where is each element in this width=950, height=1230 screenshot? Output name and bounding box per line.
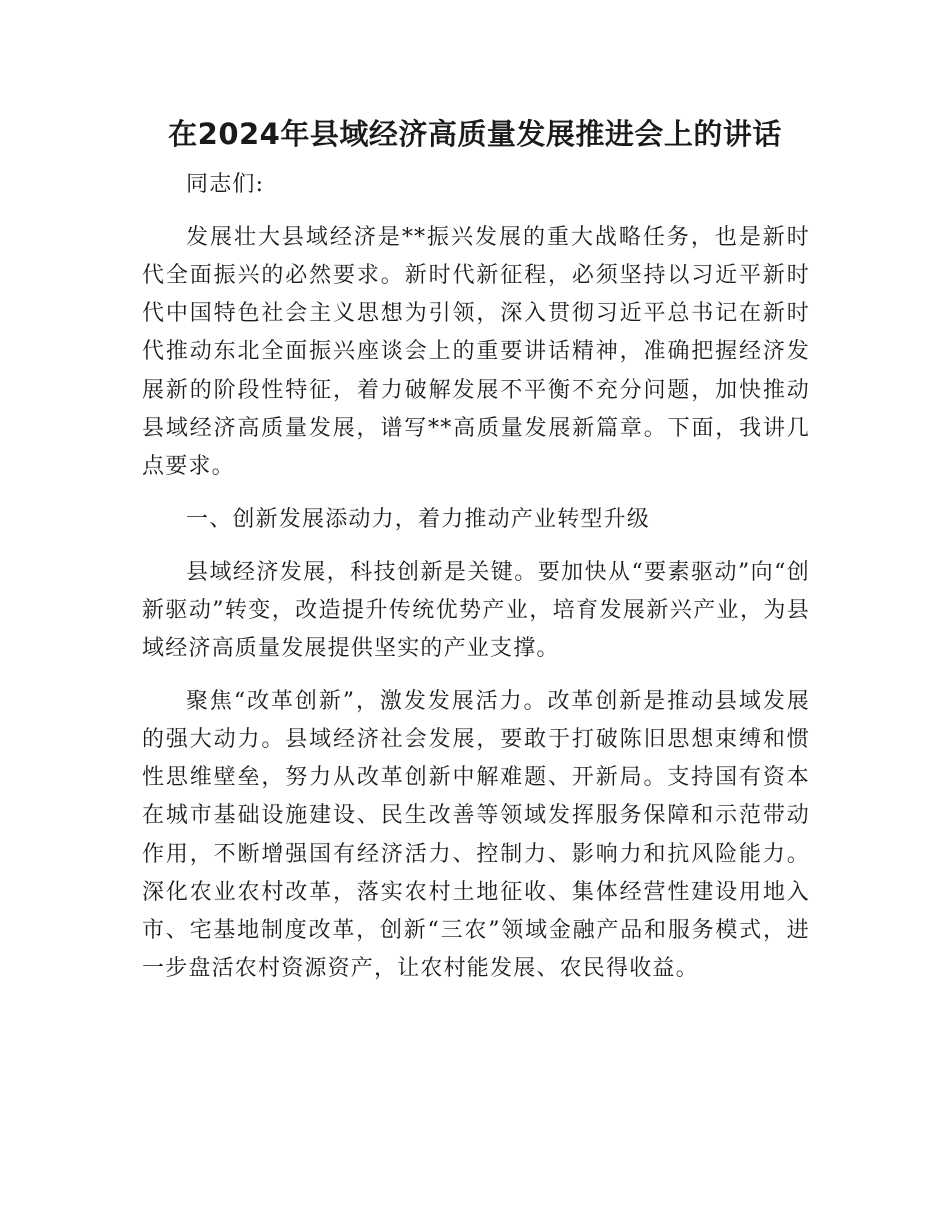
- paragraph-innovation: 县域经济发展，科技创新是关键。要加快从“要素驱动”向“创新驱动”转变，改造提升传统优势产业，培育发展新兴产业，为县域经济高质量发展提供坚实的产业支撑。: [142, 559, 810, 662]
- paragraph-intro: 发展壮大县域经济是**振兴发展的重大战略任务，也是新时代全面振兴的必然要求。新时代新征程，必须坚持以习近平新时代中国特色社会主义思想为引领，深入贯彻习近平总书记在新时代推动东北全面振兴座谈会上的重要讲话精神，准确把握经济发展新的阶段性特征，着力破解发展不平衡不充分问题，加快推动县域经济高质量发展，谱写**高质量发展新篇章。下面，我讲几点要求。: [142, 224, 810, 480]
- greeting: 同志们:: [186, 172, 265, 197]
- paragraph-reform: 聚焦“改革创新”，激发发展活力。改革创新是推动县域发展的强大动力。县域经济社会发展，要敢于打破陈旧思想束缚和惯性思维壁垒，努力从改革创新中解难题、开新局。支持国有资本在城市基础设施建设、民生改善等领域发挥服务保障和示范带动作用，不断增强国有经济活力、控制力、影响力和抗风险能力。深化农业农村改革，落实农村土地征收、集体经营性建设用地入市、宅基地制度改革，创新“三农”领域金融产品和服务模式，进一步盘活农村资源资产，让农村能发展、农民得收益。: [142, 688, 810, 982]
- document-body: [142, 142, 810, 1003]
- document-title: 在2024年县域经济高质量发展推进会上的讲话: [168, 117, 782, 151]
- section-heading-1: 一、创新发展添动力，着力推动产业转型升级: [186, 506, 651, 532]
